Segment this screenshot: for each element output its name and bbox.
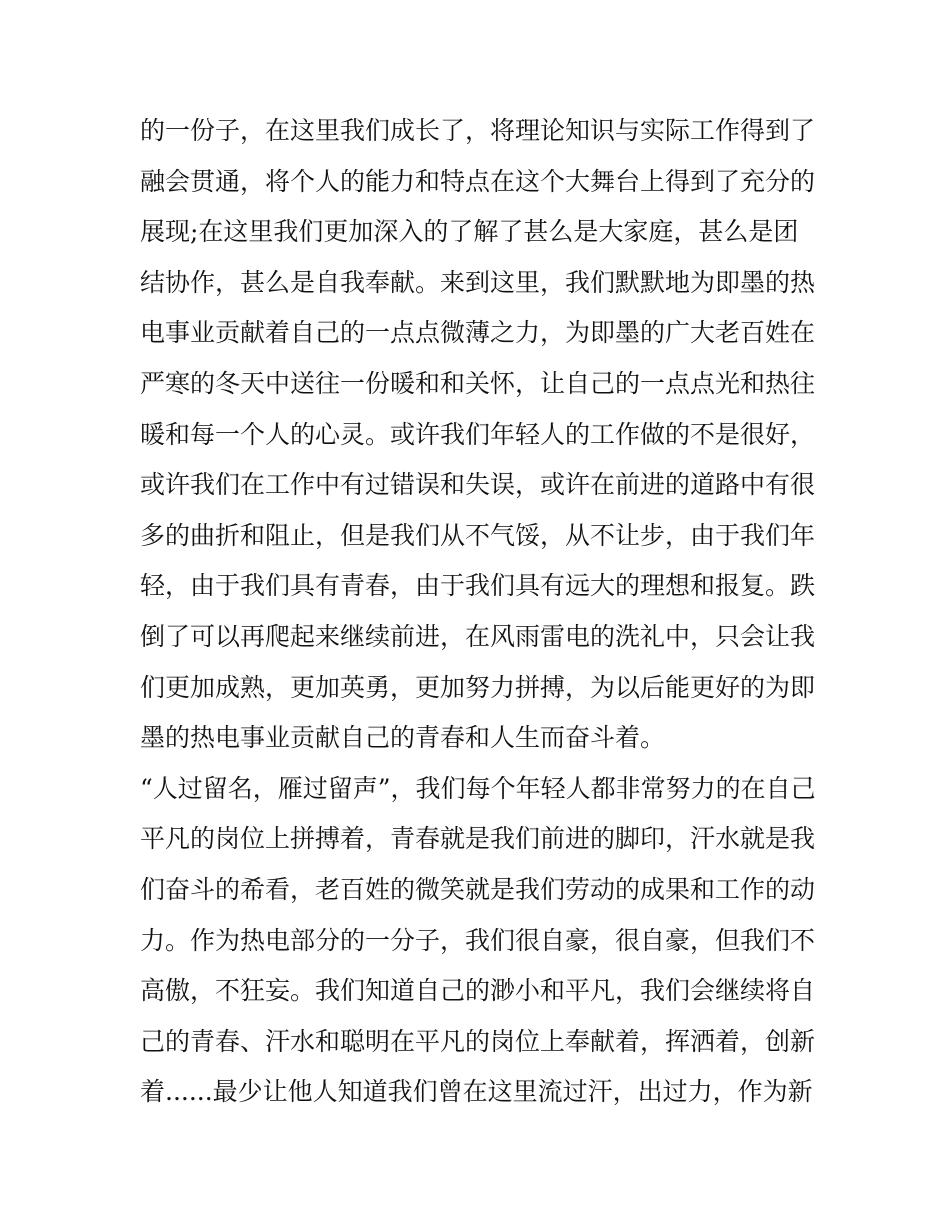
- text-line-11: 倒了可以再爬起来继续前进，在风雨雷电的洗礼中，只会让我: [140, 621, 816, 651]
- text-line-16: 们奋斗的希看，老百姓的微笑就是我们劳动的成果和工作的动: [140, 874, 816, 904]
- text-line-17: 力。作为热电部分的一分子，我们很自豪，很自豪，但我们不: [140, 925, 816, 955]
- text-line-7: 暖和每一个人的心灵。或许我们年轻人的工作做的不是很好，: [140, 419, 816, 449]
- text-line-19: 己的青春、汗水和聪明在平凡的岗位上奉献着，挥洒着，创新: [140, 1026, 816, 1056]
- text-line-10: 轻，由于我们具有青春，由于我们具有远大的理想和报复。跌: [140, 571, 816, 601]
- body-text: [140, 106, 830, 1118]
- text-line-12: 们更加成熟，更加英勇，更加努力拼搏，为以后能更好的为即: [140, 672, 816, 702]
- text-line-20: 着......最少让他人知道我们曾在这里流过汗，出过力，作为新: [140, 1077, 813, 1107]
- text-line-4: 结协作，甚么是自我奉献。来到这里，我们默默地为即墨的热: [140, 267, 816, 297]
- text-line-18: 高傲，不狂妄。我们知道自己的渺小和平凡，我们会继续将自: [140, 976, 816, 1006]
- text-line-14: “人过留名，雁过留声”，我们每个年轻人都非常努力的在自己: [140, 773, 816, 803]
- text-line-3: 展现;在这里我们更加深入的了解了甚么是大家庭，甚么是团: [140, 217, 799, 247]
- text-line-6: 严寒的冬天中送往一份暖和和关怀，让自己的一点点光和热往: [140, 368, 816, 398]
- text-line-2: 融会贯通，将个人的能力和特点在这个大舞台上得到了充分的: [140, 166, 816, 196]
- text-line-15: 平凡的岗位上拼搏着，青春就是我们前进的脚印，汗水就是我: [140, 824, 816, 854]
- text-line-13: 墨的热电事业贡献自己的青春和人生而奋斗着。: [140, 723, 666, 753]
- text-line-5: 电事业贡献着自己的一点点微薄之力，为即墨的广大老百姓在: [140, 318, 816, 348]
- text-line-1: 的一份子，在这里我们成长了，将理论知识与实际工作得到了: [140, 116, 816, 145]
- text-line-9: 多的曲折和阻止，但是我们从不气馁，从不让步，由于我们年: [140, 520, 816, 550]
- text-line-8: 或许我们在工作中有过错误和失误，或许在前进的道路中有很: [140, 470, 816, 500]
